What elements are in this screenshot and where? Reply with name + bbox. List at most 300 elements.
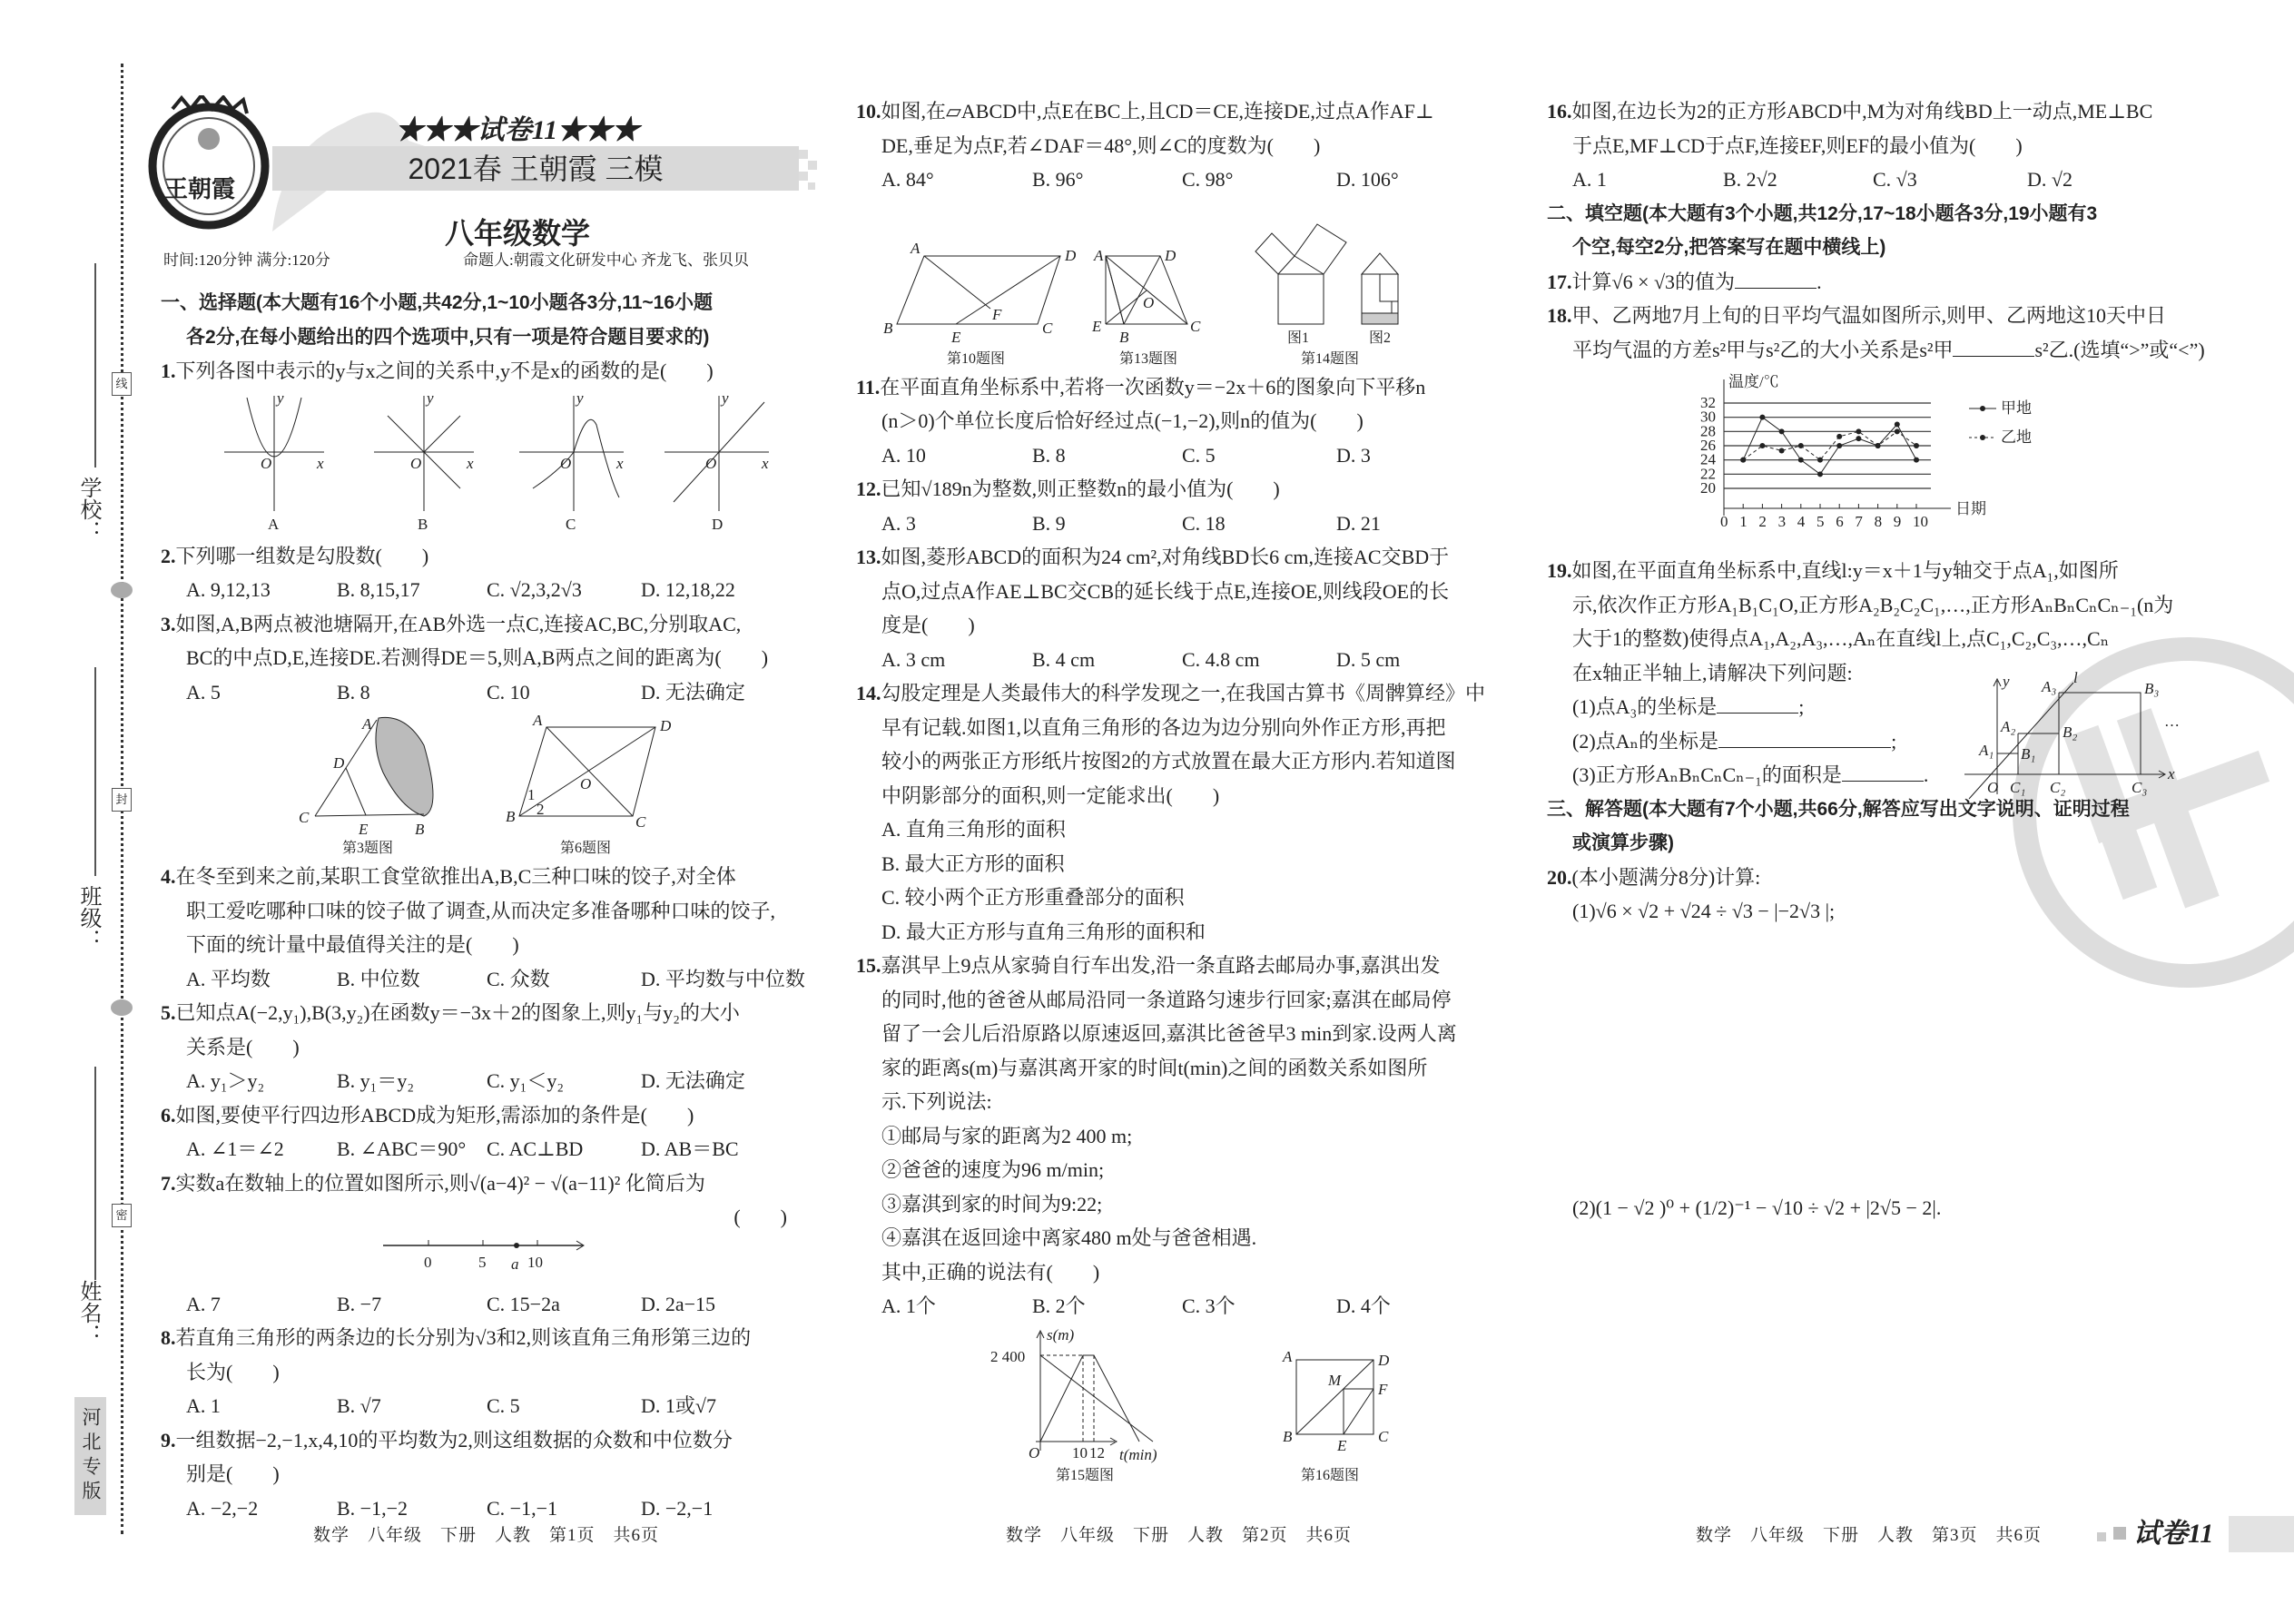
question-stem: 计算√6 × √3的值为: [1571, 270, 1736, 293]
svg-text:12: 12: [1089, 1443, 1105, 1462]
question-5: [161, 996, 814, 1098]
question-4: [161, 860, 814, 996]
figure-q3: [299, 715, 433, 854]
figure-q14: [1255, 224, 1398, 365]
footer-page-2: 数学 八年级 下册 人教 第2页 共6页: [1006, 1526, 1353, 1545]
svg-text:y: y: [277, 389, 284, 407]
question-number: 4.: [161, 865, 176, 888]
svg-text:B: B: [415, 821, 425, 838]
punctuation: .: [1923, 763, 1929, 786]
svg-text:A: A: [362, 715, 372, 733]
x-tick-label: 8: [1874, 513, 1883, 530]
svg-text:E: E: [951, 328, 961, 346]
question-stem: DE,垂足为点F,若∠DAF＝48°,则∠C的度数为( ): [881, 133, 1321, 157]
figure-q19: [1937, 672, 2200, 808]
question-14: [856, 676, 1510, 949]
question-17: [1547, 265, 2200, 300]
svg-text:t(min): t(min): [1119, 1445, 1157, 1463]
option-d: D. 106°: [1336, 168, 1399, 191]
question-stem: 已知点A(−2,y₁),B(3,y₂)在函数y＝−3x＋2的图象上,则y₁与y₂的大小: [175, 1001, 740, 1024]
question-number: 17.: [1547, 270, 1572, 293]
figure-caption: 第16题图: [1301, 1467, 1360, 1482]
option-b: B. 4 cm: [1032, 647, 1096, 671]
option-b: B. y₁＝y₂: [337, 1069, 415, 1092]
option-a: A. 10: [881, 443, 926, 467]
graph-label-b: B: [418, 515, 428, 533]
graph-d: [665, 389, 769, 533]
figure-caption: 第15题图: [1056, 1467, 1115, 1482]
question-stem: 下列哪一组数是勾股数( ): [175, 544, 429, 567]
banner-title: 2021春 王朝霞 三模: [408, 153, 664, 185]
svg-text:M: M: [1328, 1371, 1342, 1389]
question-stem: 如图,A,B两点被池塘隔开,在AB外选一点C,连接AC,BC,分别取AC,: [175, 612, 742, 635]
figure-caption: 第14题图: [1301, 350, 1360, 365]
question-11: [856, 370, 1510, 473]
page-3-column: [1547, 94, 2205, 929]
figure-q16: [1282, 1348, 1390, 1482]
svg-text:x: x: [467, 454, 474, 472]
statement-2: ②爸爸的速度为96 m/min;: [881, 1158, 1105, 1181]
option-d: D. AB＝BC: [641, 1137, 739, 1160]
svg-text:B₃: B₃: [2144, 680, 2160, 697]
question-stem: 留了一会儿后沿原路以原速返回,嘉淇比爸爸早3 min到家.设两人离: [881, 1022, 1457, 1045]
svg-text:y: y: [427, 389, 434, 407]
punctuation: .: [1816, 270, 1822, 293]
question-stem: 如图,在边长为2的正方形ABCD中,M为对角线BD上一动点,ME⊥BC: [1571, 100, 2153, 123]
option-d: D. 无法确定: [641, 680, 745, 704]
question-number: 19.: [1547, 559, 1572, 582]
svg-text:2: 2: [537, 801, 545, 818]
svg-text:C: C: [299, 809, 310, 826]
option-c: C. 3个: [1182, 1294, 1236, 1317]
option-d: D. 21: [1336, 511, 1381, 535]
question-number: 6.: [161, 1103, 176, 1127]
svg-text:E: E: [1092, 317, 1102, 335]
question-18: [1547, 299, 2205, 554]
page-2-column: [856, 94, 1510, 1488]
data-point: [1798, 443, 1804, 448]
question-stem: 较小的两张正方形纸片按图2的方式放置在最大正方形内.若知道图: [881, 750, 1456, 773]
option-d: D. 3: [1336, 443, 1371, 467]
question-19: [1547, 554, 2200, 796]
data-point: [1759, 415, 1765, 420]
scissors-icon: [111, 582, 133, 598]
section-3-heading-cont: 或演算步骤): [1572, 832, 1674, 853]
svg-text:y: y: [2003, 673, 2010, 690]
question-number: 16.: [1547, 100, 1572, 123]
question-stem: 勾股定理是人类最伟大的科学发现之一,在我国古算书《周髀算经》中: [881, 682, 1486, 704]
question-20-part-2: (2)(1 − √2 )⁰ + (1/2)⁻¹ − √10 ÷ √2 + |2√5 − 2|.: [1572, 1196, 1942, 1219]
page-1-column: [161, 286, 814, 1525]
figure-q13: [1091, 247, 1201, 365]
question-stem: 其中,正确的说法有( ): [881, 1260, 1100, 1284]
option-a: A. ∠1＝∠2: [186, 1137, 284, 1160]
svg-text:B₂: B₂: [2063, 723, 2078, 741]
data-point: [1836, 443, 1842, 448]
sub-question-3: (3)正方形AₙBₙCₙCₙ₋₁的面积是: [1572, 763, 1842, 786]
x-tick-label: 10: [1913, 513, 1928, 530]
question-number: 11.: [856, 375, 881, 399]
seal-mark-seal: 封: [112, 788, 132, 812]
question-1-graphs: [161, 389, 809, 534]
statement-3: ③嘉淇到家的时间为9:22;: [881, 1192, 1103, 1216]
data-point: [1895, 422, 1900, 428]
answer-blank[interactable]: [1718, 728, 1891, 748]
svg-text:O: O: [410, 454, 422, 472]
svg-text:a: a: [511, 1255, 519, 1273]
svg-text:D: D: [660, 717, 672, 734]
punctuation: ;: [1798, 695, 1805, 718]
answer-blank[interactable]: [1842, 762, 1924, 782]
question-1: [161, 354, 814, 539]
svg-text:s(m): s(m): [1047, 1325, 1075, 1343]
question-number: 8.: [161, 1326, 176, 1349]
svg-text:O: O: [705, 454, 717, 472]
question-stem: 平均气温的方差s²甲与s²乙的大小关系是s²甲: [1572, 338, 1954, 361]
svg-text:A: A: [1094, 246, 1104, 264]
option-c: C. 4.8 cm: [1182, 647, 1260, 671]
figure-q15: [990, 1326, 1157, 1482]
data-point: [1856, 436, 1861, 441]
svg-text:O: O: [261, 454, 272, 472]
x-tick-label: 7: [1855, 513, 1863, 530]
graph-label-a: A: [268, 515, 280, 533]
option-b: B. 2个: [1032, 1294, 1086, 1317]
option-a: A. 1: [1572, 168, 1607, 191]
option-c: C. √3: [1873, 168, 1917, 191]
option-b: B. −7: [337, 1292, 382, 1315]
question-stem: 在冬至到来之前,某职工食堂欲推出A,B,C三种口味的饺子,对全体: [175, 865, 736, 888]
svg-text:C: C: [1190, 317, 1201, 335]
question-15-16-figures: [856, 1324, 1510, 1482]
option-d: D. 4个: [1336, 1294, 1391, 1317]
x-tick-label: 5: [1816, 513, 1825, 530]
data-point: [1759, 443, 1765, 448]
question-stem: 中阴影部分的面积,则一定能求出( ): [881, 783, 1220, 807]
question-stem: 如图,要使平行四边形ABCD成为矩形,需添加的条件是( ): [175, 1103, 694, 1127]
question-number: 2.: [161, 544, 176, 567]
x-tick-label: 0: [1720, 513, 1728, 530]
svg-text:B: B: [506, 808, 516, 825]
figure-caption: 第10题图: [947, 350, 1006, 365]
svg-text:B: B: [1119, 328, 1129, 346]
sub-question-2: (2)点Aₙ的坐标是: [1572, 729, 1719, 753]
question-stem: 在x轴正半轴上,请解决下列问题:: [1572, 661, 1853, 684]
option-a: A. 1个: [881, 1294, 936, 1317]
answer-paren: ( ): [733, 1206, 787, 1228]
svg-text:C: C: [1042, 319, 1053, 337]
data-point: [1876, 443, 1881, 448]
edition-badge: 河北专版: [74, 1397, 106, 1515]
question-number: 18.: [1547, 304, 1572, 327]
svg-text:A₃: A₃: [2042, 678, 2057, 695]
option-a: A. 84°: [881, 168, 934, 191]
option-c: C. √2,3,2√3: [487, 578, 582, 601]
y-tick-label: 28: [1700, 422, 1716, 440]
svg-text:2 400: 2 400: [990, 1347, 1026, 1365]
option-d: D. 5 cm: [1336, 647, 1401, 671]
question-stem: (本小题满分8分)计算:: [1571, 865, 1761, 889]
option-d: D. √2: [2027, 168, 2072, 191]
question-stem: 示.下列说法:: [881, 1090, 992, 1113]
svg-text:F: F: [1378, 1380, 1388, 1398]
y-tick-label: 26: [1700, 437, 1716, 454]
data-point: [1856, 428, 1861, 434]
y-tick-label: 30: [1700, 408, 1716, 426]
svg-text:5: 5: [478, 1253, 487, 1271]
option-d: D. 最大正方形与直角三角形的面积和: [881, 920, 1206, 943]
data-point: [1817, 458, 1823, 463]
graph-a: [224, 389, 324, 533]
temperature-line-chart: [1547, 367, 2200, 548]
question-number: 9.: [161, 1428, 176, 1452]
question-3: [161, 607, 814, 861]
x-tick-label: 4: [1797, 513, 1806, 530]
data-point: [1914, 443, 1919, 448]
data-point: [1914, 458, 1919, 463]
question-stem: 职工爱吃哪种口味的饺子做了调查,从而决定多准备哪种口味的饺子,: [186, 899, 776, 922]
option-a: A. 9,12,13: [186, 578, 271, 601]
graph-c: [519, 389, 624, 533]
svg-text:x: x: [762, 454, 769, 472]
svg-text:x: x: [2168, 765, 2175, 782]
question-stem: 别是( ): [186, 1462, 280, 1485]
svg-text:10: 10: [527, 1253, 543, 1271]
option-d: D. 12,18,22: [641, 578, 735, 601]
legend-label: 甲地: [2001, 399, 2032, 417]
question-stem: 已知√189n为整数,则正整数n的最小值为( ): [881, 477, 1280, 500]
question-number: 10.: [856, 100, 881, 123]
option-b: B. ∠ABC＝90°: [337, 1137, 467, 1160]
question-stem: 嘉淇早上9点从家骑自行车出发,沿一条直路去邮局办事,嘉淇出发: [881, 954, 1441, 977]
question-2: [161, 539, 814, 607]
figure-caption: 第13题图: [1119, 350, 1178, 365]
option-a: A. 平均数: [186, 967, 271, 990]
question-stem: 下列各图中表示的y与x之间的关系中,y不是x的函数的是( ): [175, 359, 714, 382]
question-8: [161, 1321, 814, 1423]
section-2-heading: 二、填空题(本大题有3个小题,共12分,17~18小题各3分,19小题有3: [1547, 202, 2098, 224]
question-6: [161, 1098, 814, 1166]
scissors-icon: [111, 999, 133, 1016]
option-a: A. 1: [186, 1394, 221, 1417]
option-b: B. 中位数: [337, 967, 420, 990]
question-number: 14.: [856, 682, 881, 704]
svg-text:l: l: [2073, 672, 2078, 686]
sub-question-1: (1)√6 × √2 + √24 ÷ √3 − |−2√3 |;: [1572, 900, 1836, 922]
option-d: D. −2,−1: [641, 1496, 714, 1520]
svg-text:C₃: C₃: [2132, 779, 2148, 796]
question-stem: 关系是( ): [186, 1035, 300, 1058]
svg-text:D: D: [1065, 246, 1077, 264]
figure-caption: 第6题图: [560, 841, 612, 854]
graph-label-d: D: [712, 515, 724, 533]
decor-square: [2097, 1532, 2106, 1541]
svg-text:1: 1: [527, 786, 536, 803]
data-point: [1817, 471, 1823, 477]
question-number: 15.: [856, 954, 881, 977]
svg-text:C: C: [1378, 1427, 1389, 1445]
option-c: C. −1,−1: [487, 1496, 557, 1520]
question-stem: 若直角三角形的两条边的长分别为√3和2,则该直角三角形第三边的: [175, 1326, 752, 1349]
section-3-heading: 三、解答题(本大题有7个小题,共66分,解答应写出文字说明、证明过程: [1547, 798, 2130, 820]
svg-text:E: E: [359, 821, 369, 838]
option-b: B. −1,−2: [337, 1496, 408, 1520]
data-point: [1836, 434, 1842, 439]
svg-text:y: y: [722, 389, 729, 407]
question-7: [161, 1166, 814, 1322]
question-number: 5.: [161, 1001, 176, 1024]
svg-text:O: O: [560, 454, 572, 472]
svg-text:B₁: B₁: [2021, 745, 2036, 763]
question-stem: 在平面直角坐标系中,若将一次函数y＝−2x＋6的图象向下平移n: [880, 375, 1426, 399]
svg-text:y: y: [576, 389, 584, 407]
question-10-13-14-figures: [856, 197, 1510, 365]
question-stem: 长为( ): [186, 1360, 280, 1383]
option-b: B. √7: [337, 1394, 381, 1417]
svg-text:C₂: C₂: [2050, 779, 2066, 796]
x-tick-label: 1: [1739, 513, 1748, 530]
x-tick-label: 3: [1777, 513, 1787, 530]
option-a: A. −2,−2: [186, 1496, 259, 1520]
question-stem: 点O,过点A作AE⊥BC交CB的延长线于点E,连接OE,则线段OE的长: [881, 579, 1450, 603]
svg-text:F: F: [992, 305, 1002, 323]
svg-text:D: D: [1378, 1351, 1390, 1369]
svg-text:D: D: [1165, 246, 1177, 264]
svg-text:O: O: [1987, 779, 1999, 796]
svg-text:图2: 图2: [1369, 330, 1392, 346]
option-d: D. 无法确定: [641, 1069, 745, 1092]
svg-text:B: B: [1283, 1427, 1293, 1445]
legend-marker: [1980, 406, 1985, 411]
question-number: 13.: [856, 546, 881, 568]
option-a: A. 7: [186, 1292, 221, 1315]
question-stem: 示,依次作正方形A₁B₁C₁O,正方形A₂B₂C₂C₁,…,正方形AₙBₙCₙCₙ₋₁(n为: [1572, 593, 2174, 616]
school-label: 学校：: [76, 477, 101, 542]
question-stem: 下面的统计量中最值得关注的是( ): [186, 933, 519, 956]
name-label: 姓名：: [76, 1280, 101, 1345]
question-stem: BC的中点D,E,连接DE.若测得DE＝5,则A,B两点之间的距离为( ): [186, 646, 769, 669]
svg-text:A₁: A₁: [1979, 742, 1994, 759]
graph-b: [374, 389, 474, 533]
question-15: [856, 949, 1510, 1488]
x-tick-label: 9: [1893, 513, 1902, 530]
data-point: [1798, 458, 1804, 463]
y-tick-label: 32: [1700, 394, 1716, 411]
figure-caption: 第3题图: [342, 841, 394, 854]
corner-paper-tag: 试卷11: [2133, 1519, 2214, 1549]
option-c: C. 10: [487, 680, 530, 704]
question-stem: 于点E,MF⊥CD于点F,连接EF,则EF的最小值为( ): [1572, 133, 2023, 157]
question-16: [1547, 94, 2200, 197]
question-stem: s²乙.(选填“>”或“<”): [2034, 338, 2205, 361]
option-c: C. 5: [487, 1394, 520, 1417]
y-axis-label: 温度/℃: [1728, 373, 1779, 390]
option-a: A. 直角三角形的面积: [881, 818, 1066, 841]
option-a: A. 3 cm: [881, 647, 946, 671]
time-info: 时间:120分钟 满分:120分: [163, 251, 330, 269]
option-c: C. 较小两个正方形重叠部分的面积: [881, 886, 1185, 909]
option-d: D. 2a−15: [641, 1292, 716, 1315]
question-13: [856, 540, 1510, 676]
option-a: A. 5: [186, 680, 221, 704]
x-tick-label: 6: [1836, 513, 1844, 530]
option-c: C. AC⊥BD: [487, 1137, 584, 1160]
option-c: C. 98°: [1182, 168, 1234, 191]
corner-tab: [2229, 1516, 2294, 1552]
question-stem: 大于1的整数)使得点A₁,A₂,A₃,…,Aₙ在直线l上,点C₁,C₂,C₃,…,Cₙ: [1572, 627, 2110, 650]
svg-text:…: …: [2164, 713, 2180, 730]
svg-text:x: x: [616, 454, 624, 472]
option-a: A. 3: [881, 511, 916, 535]
question-stem: 早有记载.如图1,以直角三角形的各边为边分别向外作正方形,再把: [881, 715, 1446, 739]
question-stem: 实数a在数轴上的位置如图所示,则√(a−4)² − √(a−11)² 化简后为: [175, 1171, 705, 1195]
statement-4: ④嘉淇在返回途中离家480 m处与爸爸相遇.: [881, 1226, 1257, 1249]
data-point: [1779, 428, 1785, 434]
option-c: C. 15−2a: [487, 1292, 560, 1315]
question-stem: (n＞0)个单位长度后恰好经过点(−1,−2),则n的值为( ): [881, 409, 1364, 432]
question-stem: 家的距离s(m)与嘉淇离开家的时间t(min)之间的函数关系如图所: [881, 1056, 1428, 1079]
seal-mark-secret: 密: [112, 1204, 132, 1227]
option-b: B. 96°: [1032, 168, 1084, 191]
question-stem: 的同时,他的爸爸从邮局沿同一条道路匀速步行回家;嘉淇在邮局停: [881, 988, 1452, 1011]
subject-title: 八年级数学: [444, 217, 590, 250]
answer-blank[interactable]: [1735, 269, 1816, 289]
question-number: 1.: [161, 359, 176, 382]
svg-text:D: D: [333, 754, 345, 772]
question-3-6-figures: [161, 709, 809, 854]
author-info: 命题人:朝霞文化研发中心 齐龙飞、张贝贝: [463, 251, 749, 269]
punctuation: ;: [1891, 729, 1897, 753]
paper-tag: ★★★试卷11★★★: [395, 115, 640, 145]
question-number: 12.: [856, 477, 881, 500]
svg-text:E: E: [1337, 1436, 1347, 1454]
svg-text:A: A: [1283, 1347, 1293, 1365]
svg-text:x: x: [317, 454, 324, 472]
option-b: B. 8: [1032, 443, 1066, 467]
logo-text: 王朝霞: [163, 176, 235, 203]
sub-question-1: (1)点A₃的坐标是: [1572, 695, 1718, 718]
svg-text:图1: 图1: [1287, 330, 1310, 346]
question-number: 20.: [1547, 865, 1572, 889]
question-number: 7.: [161, 1171, 176, 1195]
svg-text:C₁: C₁: [2010, 779, 2026, 796]
question-stem: 一组数据−2,−1,x,4,10的平均数为2,则这组数据的众数和中位数分: [175, 1428, 733, 1452]
figure-q10: [883, 240, 1077, 365]
seal-mark-line: 线: [112, 372, 132, 396]
option-b: B. 9: [1032, 511, 1066, 535]
question-stem: 如图,在平面直角坐标系中,直线l:y＝x＋1与y轴交于点A₁,如图所: [1571, 559, 2119, 582]
svg-text:10: 10: [1072, 1443, 1088, 1462]
legend-marker: [1980, 435, 1985, 440]
option-d: D. 平均数与中位数: [641, 967, 805, 990]
x-tick-label: 2: [1758, 513, 1767, 530]
option-b: B. 8,15,17: [337, 578, 420, 601]
section-1-heading: 一、选择题(本大题有16个小题,共42分,1~10小题各3分,11~16小题: [161, 292, 714, 313]
answer-blank[interactable]: [1717, 694, 1798, 714]
question-stem: 如图,在▱ABCD中,点E在BC上,且CD＝CE,连接DE,过点A作AF⊥: [881, 100, 1434, 123]
section-2-heading-cont: 个空,每空2分,把答案写在题中横线上): [1572, 237, 1886, 258]
svg-text:A₂: A₂: [2001, 718, 2016, 735]
y-tick-label: 20: [1700, 479, 1716, 497]
answer-blank[interactable]: [1953, 337, 2034, 357]
option-b: B. 8: [337, 680, 370, 704]
question-stem: 甲、乙两地7月上旬的日平均气温如图所示,则甲、乙两地这10天中日: [1571, 304, 2167, 327]
y-tick-label: 24: [1700, 450, 1716, 468]
svg-text:A: A: [533, 712, 543, 729]
statement-1: ①邮局与家的距离为2 400 m;: [881, 1124, 1133, 1147]
option-b: B. 2√2: [1723, 168, 1777, 191]
decor-square: [2113, 1527, 2126, 1540]
